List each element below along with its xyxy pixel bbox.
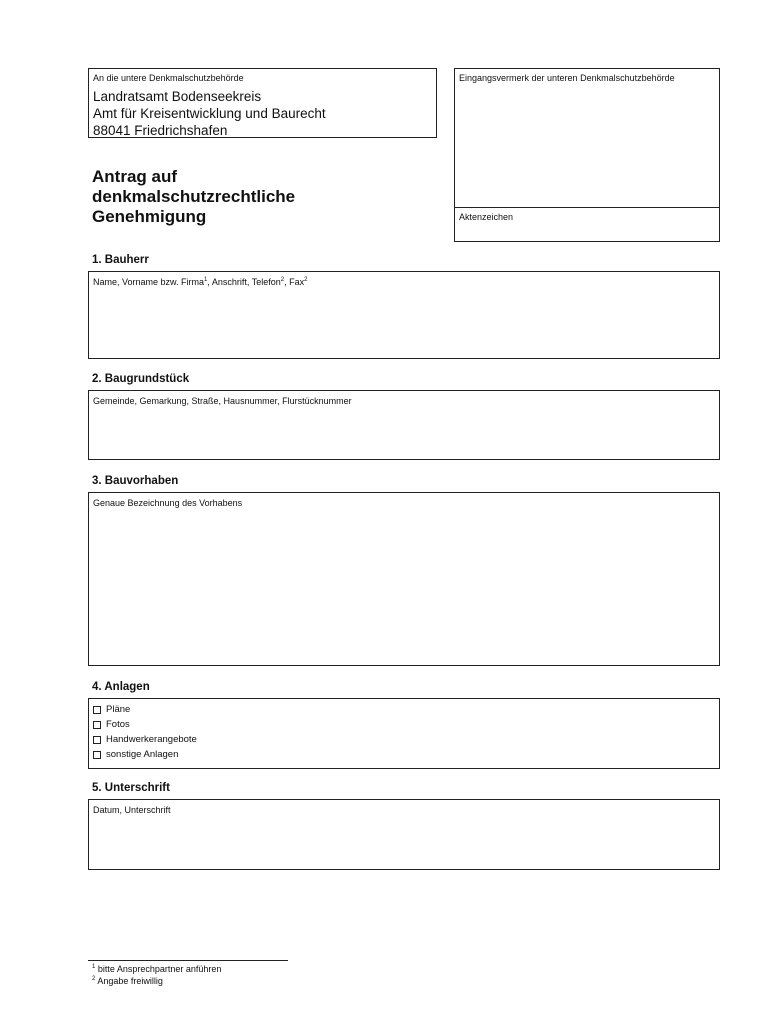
unterschrift-field-label: Datum, Unterschrift (93, 805, 171, 815)
checkbox-square[interactable] (93, 751, 101, 759)
footnote-1 (92, 964, 221, 974)
form-title-line-2: denkmalschutzrechtliche (92, 187, 296, 206)
section-heading-bauvorhaben: 3. Bauvorhaben (92, 475, 179, 487)
addressee-box (88, 68, 437, 138)
footnote-text-2: Angabe freiwillig (95, 976, 163, 986)
checkbox-sonstige-anlagen[interactable] (93, 749, 178, 760)
footnote-mark-1: 1 (92, 964, 96, 970)
checkbox-square[interactable] (93, 721, 101, 729)
anlagen-field (88, 698, 720, 769)
checkbox-handwerkerangebote[interactable] (93, 734, 197, 745)
bauvorhaben-field-label: Genaue Bezeichnung des Vorhabens (93, 498, 243, 508)
form-title (92, 167, 295, 227)
bauherr-field[interactable] (88, 271, 720, 359)
footnote-ref-2b: 2 (304, 277, 308, 283)
footnote-ref-1: 1 (204, 277, 208, 283)
footnote-ref-2: 2 (280, 277, 285, 283)
bauherr-label-part-2: , Anschrift, Telefon (207, 277, 281, 287)
form-title-line-1: Antrag auf (92, 167, 177, 186)
checkbox-label: sonstige Anlagen (106, 749, 179, 760)
addressee-line-2: Amt für Kreisentwicklung und Baurecht (93, 106, 326, 121)
addressee-line-1: Landratsamt Bodenseekreis (93, 89, 262, 104)
checkbox-label: Handwerkerangebote (106, 734, 197, 745)
form-title-line-3: Genehmigung (92, 207, 207, 226)
unterschrift-field[interactable] (88, 799, 720, 870)
receipt-divider (455, 207, 719, 208)
file-number-label: Aktenzeichen (459, 212, 514, 222)
footnote-mark-2: 2 (92, 976, 96, 982)
receipt-stamp-box[interactable] (454, 68, 720, 242)
footnote-separator (88, 960, 288, 961)
section-heading-baugrundstueck: 2. Baugrundstück (92, 373, 190, 385)
bauvorhaben-field[interactable] (88, 492, 720, 666)
addressee-label: An die untere Denkmalschutzbehörde (93, 73, 244, 83)
checkbox-square[interactable] (93, 736, 101, 744)
addressee-line-3: 88041 Friedrichshafen (93, 123, 228, 138)
baugrundstueck-field[interactable] (88, 390, 720, 460)
bauherr-label-part-1: Name, Vorname bzw. Firma (93, 277, 205, 287)
receipt-label: Eingangsvermerk der unteren Denkmalschutzbehörde (459, 73, 675, 83)
footnote-text-1: bitte Ansprechpartner anführen (95, 964, 222, 974)
checkbox-plaene[interactable] (93, 704, 130, 715)
checkbox-label: Fotos (106, 719, 130, 730)
section-heading-bauherr: 1. Bauherr (92, 254, 149, 266)
checkbox-fotos[interactable] (93, 719, 130, 730)
section-heading-unterschrift: 5. Unterschrift (92, 782, 170, 794)
section-heading-anlagen: 4. Anlagen (92, 681, 150, 693)
footnote-2 (92, 976, 163, 986)
checkbox-square[interactable] (93, 706, 101, 714)
baugrundstueck-field-label: Gemeinde, Gemarkung, Straße, Hausnummer, Flurstücknummer (93, 396, 352, 406)
bauherr-field-label (93, 277, 307, 287)
bauherr-label-part-3: , Fax (284, 277, 305, 287)
checkbox-label: Pläne (106, 704, 131, 715)
addressee-address (93, 88, 326, 139)
